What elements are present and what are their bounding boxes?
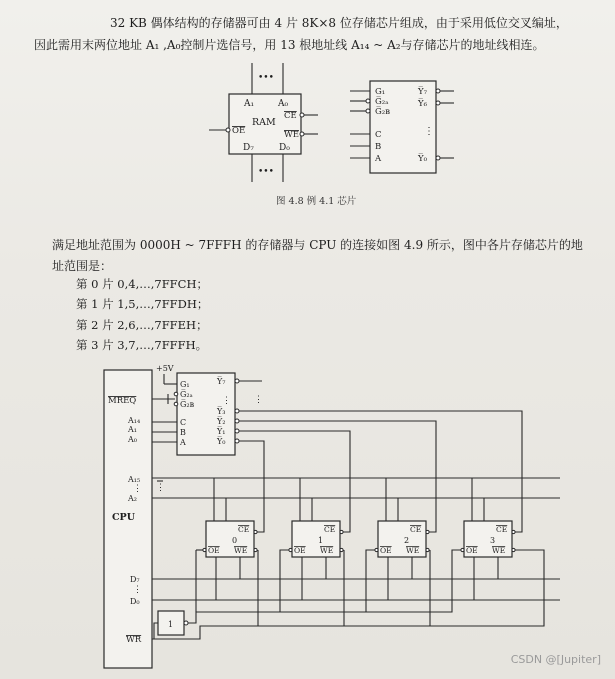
chip-1-ce: CE (324, 525, 336, 534)
ram-pin-oe: OE (232, 126, 246, 136)
circuit-decoder-y0: Y̅₀ (217, 437, 226, 446)
circuit-decoder-y2: Y̅₂ (217, 417, 226, 426)
intro-line-1: 32 KB 偶体结构的存储器可由 4 片 8K×8 位存储芯片组成，由于采用低位交叉编址， (110, 16, 568, 30)
circuit-decoder-dots: ⋮ (222, 396, 231, 406)
cpu-label: CPU (112, 512, 135, 523)
ram-pin-a-left: A₁ (244, 99, 255, 109)
memory-circuit-figure (104, 364, 560, 668)
circuit-decoder-y3: Y̅₃ (217, 407, 226, 416)
cpu-pin-a0: A₀ (128, 435, 137, 444)
chip-0-number: 0 (232, 536, 238, 545)
cpu-pin-d7: D₇ (130, 575, 140, 584)
decoder-pin-c: C (375, 130, 382, 140)
chip-1-number: 1 (318, 536, 324, 545)
decoder-pin-b: B (375, 142, 382, 152)
circuit-decoder-a: A (180, 438, 186, 447)
decoder-chip-figure (350, 81, 454, 173)
cpu-pin-wr: WR (126, 635, 142, 645)
chip-2-oe: OE (380, 546, 392, 555)
circuit-decoder-g2b: G̅₂ʙ (180, 400, 195, 409)
cpu-addr-dots: ⋮ (133, 484, 142, 494)
chip-3-number: 3 (490, 536, 496, 545)
circuit-decoder-g2a: G̅₂ₐ (180, 390, 193, 399)
chip-1-oe: OE (294, 546, 306, 555)
cpu-pin-a14: A₁₄ (128, 416, 141, 425)
addr-bus-dots: ⋮ (156, 483, 165, 493)
circuit-decoder-y7: Y̅₇ (217, 377, 226, 386)
chip-2-we: WE (406, 546, 420, 555)
circuit-decoder-c: C (180, 418, 187, 427)
decoder-pin-y6: Y̅₆ (418, 99, 428, 109)
chip-2 (375, 521, 429, 557)
cpu-pin-d0: D₀ (130, 597, 140, 606)
chip-0-we: WE (234, 546, 248, 555)
decoder-pin-y0: Y̅₀ (418, 154, 428, 164)
connection-line-1: 满足地址范围为 0000H ~ 7FFFH 的存储器与 CPU 的连接如图 4.9 所示，图中各片存储芯片的地 (52, 238, 583, 252)
ram-address-dots: ••• (258, 73, 274, 83)
decoder-output-dots: ⋮ (424, 126, 434, 137)
chip-1 (289, 521, 343, 557)
cpu-pin-a1: A₁ (128, 425, 137, 434)
decoder-pin-a: A (375, 154, 382, 164)
chip-3-oe: OE (466, 546, 478, 555)
circuit-decoder-b: B (180, 428, 186, 437)
ram-pin-a-right: A₀ (278, 99, 289, 109)
chip-range-2: 第 2 片 2,6,…,7FFEH； (76, 318, 208, 332)
intro-line-2: 因此需用末两位地址 A₁ ,A₀控制片选信号，用 13 根地址线 A₁₄ ~ A₂与存储芯片的地址线相连。 (34, 38, 545, 52)
chip-2-number: 2 (404, 536, 410, 545)
cpu-data-dots: ⋮ (133, 585, 142, 595)
ram-data-dots: ••• (258, 167, 274, 177)
decoder-vcc-label: +5V (156, 364, 174, 373)
ram-pin-d-left: D₇ (243, 143, 254, 153)
decoder-pin-y7: Y̅₇ (418, 87, 428, 97)
circuit-decoder-outer-dots: ⋮ (254, 395, 263, 405)
decoder-pin-g2b: G̅₂ʙ (375, 107, 390, 117)
chip-1-we: WE (320, 546, 334, 555)
chip-range-3: 第 3 片 3,7,…,7FFFH。 (76, 338, 208, 352)
csdn-watermark: CSDN @[Jupiter] (510, 653, 601, 667)
chip-range-1: 第 1 片 1,5,…,7FFDH； (76, 297, 209, 311)
chip-0 (203, 521, 257, 557)
circuit-decoder-g1: G₁ (180, 380, 190, 389)
chip-3 (461, 521, 515, 557)
ram-pin-ce: CE (284, 111, 297, 121)
chip-3-ce: CE (496, 525, 508, 534)
cpu-pin-a15: A₁₅ (128, 475, 141, 484)
ram-chip-name: RAM (252, 117, 276, 128)
connection-line-2: 址范围是： (52, 259, 113, 273)
chip-range-0: 第 0 片 0,4,…,7FFCH； (76, 277, 208, 291)
ram-chip-figure (209, 63, 318, 182)
circuit-decoder-y1: Y̅₁ (217, 427, 226, 436)
ram-pin-d-right: D₀ (279, 143, 290, 153)
decoder-pin-g1: G₁ (375, 87, 386, 97)
cpu-pin-mreq: MREQ (108, 396, 137, 406)
figure-4-8-caption: 图 4.8 例 4.1 芯片 (276, 196, 357, 207)
decoder-pin-g2a: G̅₂ₐ (375, 97, 389, 107)
chip-0-ce: CE (238, 525, 250, 534)
chip-0-oe: OE (208, 546, 220, 555)
chip-2-ce: CE (410, 525, 422, 534)
chip-3-we: WE (492, 546, 506, 555)
ram-pin-we: WE (284, 130, 299, 140)
cpu-pin-a2: A₂ (128, 494, 137, 503)
inverter-label: 1 (168, 620, 174, 629)
